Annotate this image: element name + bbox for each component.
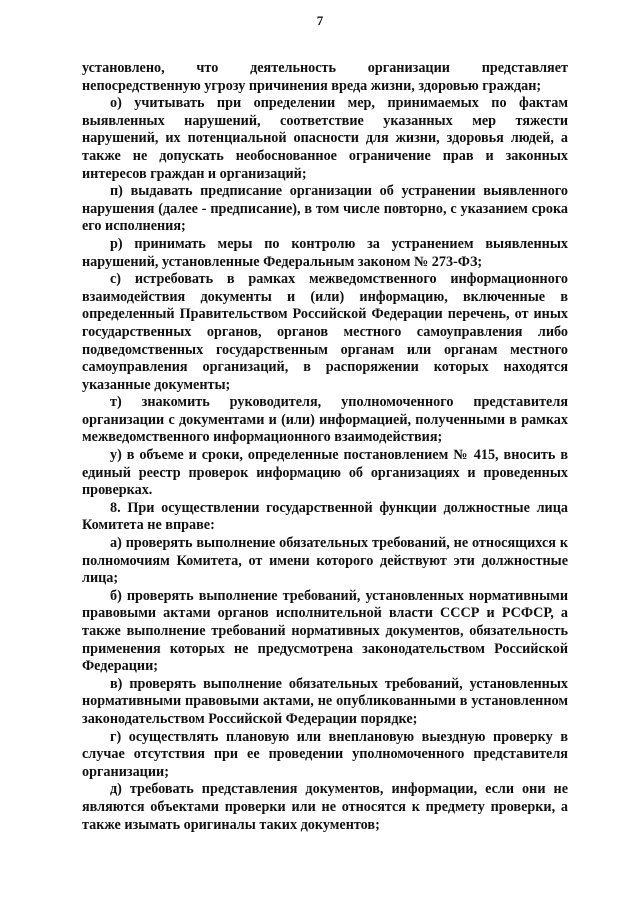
paragraph-section-8: 8. При осуществлении государственной функции должностные лица Комитета не вправе: (82, 499, 568, 534)
paragraph-item-p: п) выдавать предписание организации об устранении выявленного нарушения (далее - предписание), в том числе повторно, с указанием срока его исполнения; (82, 183, 568, 235)
paragraph-item-d: д) требовать представления документов, информации, если они не являются объектами проверки или не относятся к предмету проверки, а также изымать оригиналы таких документов; (82, 781, 568, 833)
document-body (82, 60, 568, 834)
paragraph-item-g: г) осуществлять плановую или внеплановую выездную проверку в случае отсутствия при ее проведении уполномоченного представителя организации; (82, 728, 568, 780)
paragraph-item-s: с) истребовать в рамках межведомственного информационного взаимодействия документы и (или) информацию, включенные в определенный Правительством Российской Федерации перечень, от иных государственных органов, органов местного самоуправления либо подведомственных государственным органам или органам местного самоуправления организаций, в распоряжении которых находятся указанные документы; (82, 271, 568, 393)
paragraph-item-t: т) знакомить руководителя, уполномоченного представителя организации с документами и (или) информацией, полученными в рамках межведомственного информационного взаимодействия; (82, 394, 568, 446)
page-number: 7 (316, 13, 324, 28)
paragraph-item-r: р) принимать меры по контролю за устранением выявленных нарушений, установленные Федеральным законом № 273-ФЗ; (82, 235, 568, 270)
paragraph-item-u: у) в объеме и сроки, определенные постановлением № 415, вносить в единый реестр проверок информацию об организациях и проведенных проверках. (82, 447, 568, 499)
paragraph-item-b: б) проверять выполнение требований, установленных нормативными правовыми актами органов исполнительной власти СССР и РСФСР, а также выполнение требований нормативных документов, обязательность применения которых не предусмотрена законодательством Российской Федерации; (82, 587, 568, 675)
paragraph-item-a: а) проверять выполнение обязательных требований, не относящихся к полномочиям Комитета, от имени которого действуют эти должностные лица; (82, 535, 568, 587)
paragraph-item-v: в) проверять выполнение обязательных требований, установленных нормативными правовыми актами, не опубликованными в установленном законодательством Российской Федерации порядке; (82, 675, 568, 727)
paragraph-continuation: установлено, что деятельность организации представляет непосредственную угрозу причинения вреда жизни, здоровью граждан; (82, 60, 568, 94)
paragraph-item-o: о) учитывать при определении мер, принимаемых по фактам выявленных нарушений, соответствие указанных мер тяжести нарушений, их потенциальной опасности для жизни, здоровья людей, а также не допускать необоснованное ограничение прав и законных интересов граждан и организаций; (82, 95, 568, 182)
